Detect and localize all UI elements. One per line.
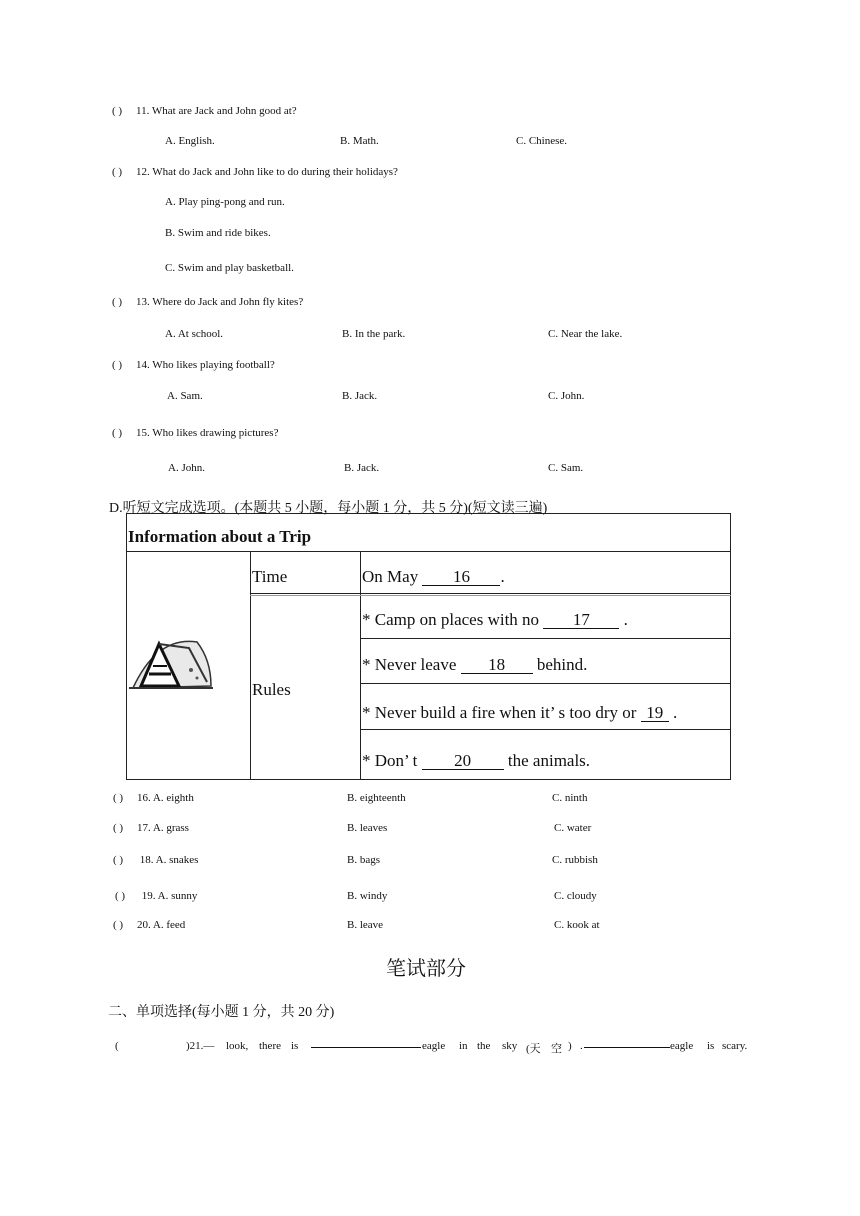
option-b: B. bags — [347, 854, 380, 866]
question-stem: 13. Where do Jack and John fly kites? — [136, 296, 304, 308]
question-17 — [113, 822, 189, 834]
question-19 — [115, 890, 197, 902]
section-d-heading: D.听短文完成选项。(本题共 5 小题，每小题 1 分，共 5 分)(短文读三遍) — [109, 501, 548, 516]
option-b: B. leaves — [347, 822, 388, 834]
option-b: B. windy — [347, 890, 388, 902]
answer-paren[interactable]: ( ) — [112, 296, 123, 308]
rule-1: * Camp on places with no 17 . — [362, 610, 628, 629]
answer-paren[interactable]: ( ) — [113, 792, 124, 804]
rule-2 — [362, 655, 587, 675]
q21-number: )21.— — [186, 1040, 215, 1052]
table-divider — [126, 551, 731, 552]
q21-word: . — [580, 1040, 583, 1052]
rule-4-after: the animals. — [507, 751, 591, 770]
blank-20[interactable]: 20 — [422, 753, 504, 770]
question-18 — [113, 854, 198, 866]
time-label: Time — [252, 567, 288, 586]
tent-icon — [127, 630, 215, 696]
table-divider — [360, 683, 731, 684]
question-stem: 11. What are Jack and John good at? — [136, 105, 297, 117]
option-c: C. John. — [548, 390, 585, 402]
q21-word: scary. — [722, 1040, 748, 1052]
question-15 — [112, 427, 278, 439]
rule-4 — [362, 751, 590, 771]
option-c: C. rubbish — [552, 854, 598, 866]
q21-paren[interactable]: ( — [115, 1040, 119, 1052]
blank-17[interactable]: 17 — [543, 612, 619, 629]
q21-word: (天 — [526, 1043, 541, 1055]
option-a: A. Sam. — [167, 390, 203, 402]
answer-paren[interactable]: ( ) — [112, 359, 123, 371]
rule-4-text: * Don’ t — [362, 751, 418, 770]
question-stem: 12. What do Jack and John like to do during their holidays? — [136, 166, 398, 178]
q21-word: eagle — [670, 1040, 694, 1052]
blank-16[interactable]: 16 — [422, 569, 500, 586]
question-13 — [112, 296, 303, 308]
option-c: C. kook at — [554, 919, 600, 931]
question-stem: 15. Who likes drawing pictures? — [136, 427, 279, 439]
option-b: B. Jack. — [344, 462, 380, 474]
rules-label: Rules — [252, 680, 291, 699]
rule-3: * Never build a fire when it’ s too dry or 19 . — [362, 703, 678, 722]
table-divider — [360, 638, 731, 639]
option-a: 19. A. sunny — [139, 890, 198, 902]
answer-paren[interactable]: ( ) — [112, 166, 123, 178]
written-part-title: 笔试部分 — [386, 956, 466, 980]
blank-19[interactable]: 19 — [641, 705, 669, 722]
option-c: C. water — [554, 822, 592, 834]
q21-word: 空 — [551, 1043, 562, 1055]
table-divider — [250, 595, 731, 596]
question-11 — [112, 105, 297, 117]
table-divider — [360, 729, 731, 730]
answer-paren[interactable]: ( ) — [115, 890, 126, 902]
table-divider — [250, 593, 731, 594]
q21-word: there — [259, 1040, 281, 1052]
option-c: C. Near the lake. — [548, 328, 623, 340]
option-c: C. Swim and play basketball. — [165, 262, 294, 274]
question-12 — [112, 166, 398, 178]
option-a: A. Play ping-pong and run. — [165, 196, 285, 208]
table-divider — [250, 551, 251, 780]
question-20 — [113, 919, 185, 931]
q21-word: the — [477, 1040, 491, 1052]
option-b: B. leave — [347, 919, 384, 931]
q21-blank-2[interactable] — [584, 1047, 670, 1048]
option-c: C. ninth — [552, 792, 588, 804]
option-b: B. In the park. — [342, 328, 406, 340]
answer-paren[interactable]: ( ) — [113, 854, 124, 866]
question-14 — [112, 359, 275, 371]
option-a: A. At school. — [165, 328, 224, 340]
time-text: On May — [362, 567, 419, 586]
option-b: B. eighteenth — [347, 792, 406, 804]
option-c: C. Chinese. — [516, 135, 568, 147]
option-b: B. Jack. — [342, 390, 378, 402]
rule-2-after: behind. — [536, 655, 588, 674]
table-title: Information about a Trip — [128, 527, 312, 546]
option-c: C. cloudy — [554, 890, 597, 902]
q21-blank-1[interactable] — [311, 1047, 421, 1048]
option-a: 17. A. grass — [137, 822, 189, 834]
option-b: B. Math. — [340, 135, 379, 147]
q21-word: ) — [568, 1040, 572, 1052]
table-divider — [360, 551, 361, 780]
question-16 — [113, 792, 194, 804]
option-c: C. Sam. — [548, 462, 584, 474]
rule-3-text: * Never build a fire when it’ s too dry or — [362, 703, 637, 722]
q21-word: eagle — [422, 1040, 446, 1052]
option-a: 18. A. snakes — [137, 854, 199, 866]
q21-word: look, — [226, 1040, 249, 1052]
time-row: On May 16 . — [362, 567, 505, 586]
answer-paren[interactable]: ( ) — [113, 919, 124, 931]
answer-paren[interactable]: ( ) — [112, 427, 123, 439]
q21-word: in — [459, 1040, 468, 1052]
option-b: B. Swim and ride bikes. — [165, 227, 271, 239]
section-2-heading: 二、单项选择(每小题 1 分，共 20 分) — [108, 1005, 335, 1020]
rule-2-text: * Never leave — [362, 655, 457, 674]
option-a: 20. A. feed — [137, 919, 186, 931]
answer-paren[interactable]: ( ) — [113, 822, 124, 834]
question-stem: 14. Who likes playing football? — [136, 359, 275, 371]
rule-1-text: * Camp on places with no — [362, 610, 540, 629]
q21-word: is — [707, 1040, 715, 1052]
answer-paren[interactable]: ( ) — [112, 105, 123, 117]
q21-word: is — [291, 1040, 299, 1052]
trip-info-table — [126, 513, 731, 780]
option-a: 16. A. eighth — [137, 792, 194, 804]
option-a: A. John. — [168, 462, 205, 474]
option-a: A. English. — [165, 135, 215, 147]
q21-word: sky — [502, 1040, 518, 1052]
blank-18[interactable]: 18 — [461, 657, 533, 674]
